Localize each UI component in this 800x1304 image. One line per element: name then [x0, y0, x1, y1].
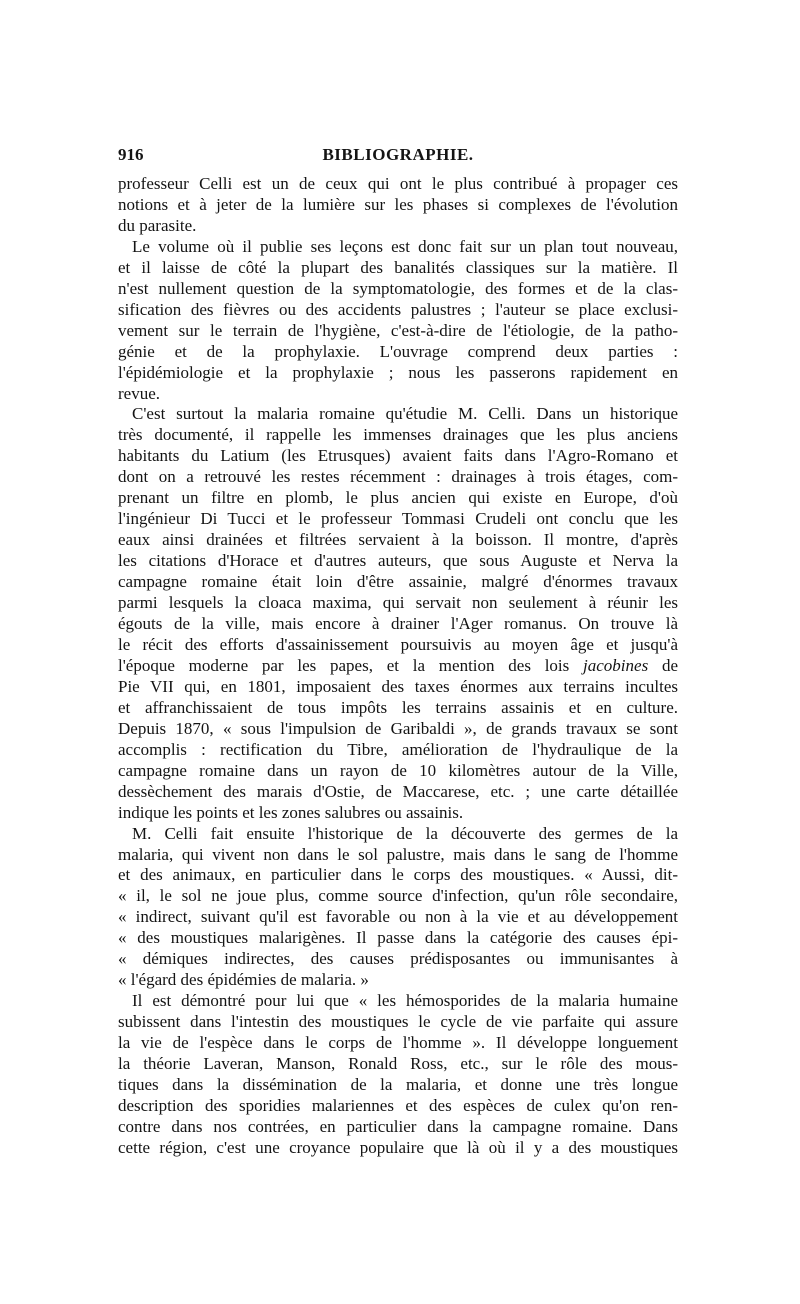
text-line: malaria, qui vivent non dans le sol palustre, mais dans le sang de l'homme: [118, 844, 678, 864]
text-line: M. Celli fait ensuite l'historique de la découverte des germes de la: [132, 823, 678, 843]
text-line: très documenté, il rappelle les immenses drainages que les plus anciens: [118, 425, 678, 445]
text-line: « l'égard des épidémies de malaria. »: [118, 970, 369, 990]
text-line: la vie de l'espèce dans le corps de l'homme ». Il développe longuement: [118, 1033, 678, 1053]
text-line: « démiques indirectes, des causes prédisposantes ou immunisantes à: [118, 949, 678, 969]
text-line: les citations d'Horace et d'autres auteurs, que sous Auguste et Nerva la: [118, 551, 678, 571]
text-line: Le volume où il publie ses leçons est donc fait sur un plan tout nouveau,: [132, 236, 678, 256]
text-line: égouts de la ville, mais encore à drainer l'Ager romanus. On trouve là: [118, 614, 678, 634]
text-line: et affranchissaient de tous impôts les terrains assainis et en culture.: [118, 697, 678, 717]
paragraph: [118, 824, 678, 992]
text-line: cette région, c'est une croyance populaire que là où il y a des moustiques: [118, 1137, 678, 1157]
text-line: notions et à jeter de la lumière sur les phases si complexes de l'évolution: [118, 194, 678, 214]
text-line: « des moustiques malarigènes. Il passe dans la catégorie des causes épi-: [118, 928, 678, 948]
text-line: habitants du Latium (les Etrusques) avaient faits dans l'Agro-Romano et: [118, 446, 678, 466]
paragraph: [118, 237, 678, 405]
text-line: campagne romaine était loin d'être assainie, malgré d'énormes travaux: [118, 572, 678, 592]
text-line: dont on a retrouvé les restes récemment : drainages à trois étages, com-: [118, 467, 678, 487]
text-line: indique les points et les zones salubres ou assainis.: [118, 802, 464, 822]
paragraph: [118, 174, 678, 237]
text-line: subissent dans l'intestin des moustiques le cycle de vie parfaite qui assure: [118, 1012, 678, 1032]
text-line: parmi lesquels la cloaca maxima, qui servait non seulement à réunir les: [118, 593, 678, 613]
text-line: génie et de la prophylaxie. L'ouvrage comprend deux parties :: [118, 341, 678, 361]
text-line: sification des fièvres ou des accidents palustres ; l'auteur se place exclusi-: [118, 299, 678, 319]
text-line: « il, le sol ne joue plus, comme source d'infection, qu'un rôle secondaire,: [118, 886, 678, 906]
text-line: contre dans nos contrées, en particulier dans la campagne romaine. Dans: [118, 1116, 678, 1136]
page-number: 916: [118, 145, 144, 164]
text-line: professeur Celli est un de ceux qui ont le plus contribué à propager ces: [118, 174, 678, 193]
text-line: l'ingénieur Di Tucci et le professeur Tommasi Crudeli ont conclu que les: [118, 509, 678, 529]
text-line: « indirect, suivant qu'il est favorable ou non à la vie et au développement: [118, 907, 678, 927]
text-line: vement sur le terrain de l'hygiène, c'est-à-dire de l'étiologie, de la patho-: [118, 320, 678, 340]
text-line: Il est démontré pour lui que « les hémosporides de la malaria humaine: [132, 991, 678, 1011]
text-line: Pie VII qui, en 1801, imposaient des taxes énormes aux terrains incultes: [118, 676, 678, 696]
text-line: dessèchement des marais d'Ostie, de Maccarese, etc. ; une carte détaillée: [118, 781, 678, 801]
running-title: BIBLIOGRAPHIE.: [322, 145, 474, 164]
text-line: prenant un filtre en plomb, le plus ancien qui existe en Europe, d'où: [118, 488, 678, 508]
paragraph: [118, 404, 678, 823]
text-line: et il laisse de côté la plupart des banalités classiques sur la matière. Il: [118, 257, 678, 277]
text-line: campagne romaine dans un rayon de 10 kilomètres autour de la Ville,: [118, 760, 678, 780]
text-line: accomplis : rectification du Tibre, amélioration de l'hydraulique de la: [118, 739, 678, 759]
text-line: n'est nullement question de la symptomatologie, des formes et de la clas-: [118, 278, 678, 298]
text-line: description des sporidies malariennes et des espèces de culex qu'on ren-: [118, 1095, 678, 1115]
paragraph: [118, 991, 678, 1159]
text-line: le récit des efforts d'assainissement poursuivis au moyen âge et jusqu'à: [118, 634, 678, 654]
text-line: tiques dans la dissémination de la malaria, et donne une très longue: [118, 1074, 678, 1094]
text-line: et des animaux, en particulier dans le corps des moustiques. « Aussi, dit-: [118, 865, 678, 885]
text-line: C'est surtout la malaria romaine qu'étudie M. Celli. Dans un historique: [132, 404, 678, 424]
page-header: [118, 145, 678, 169]
text-line: eaux ainsi drainées et filtrées servaient à la boisson. Il montre, d'après: [118, 530, 678, 550]
text-line: l'épidémiologie et la prophylaxie ; nous les passerons rapidement en: [118, 362, 678, 382]
text-line: revue.: [118, 383, 161, 403]
text-line: Depuis 1870, « sous l'impulsion de Garibaldi », de grands travaux se sont: [118, 718, 678, 738]
body-text: [118, 174, 678, 1159]
text-line: la théorie Laveran, Manson, Ronald Ross, etc., sur le rôle des mous-: [118, 1054, 678, 1074]
text-line: l'époque moderne par les papes, et la mention des lois jacobines de: [118, 655, 678, 675]
text-line: du parasite.: [118, 215, 197, 235]
